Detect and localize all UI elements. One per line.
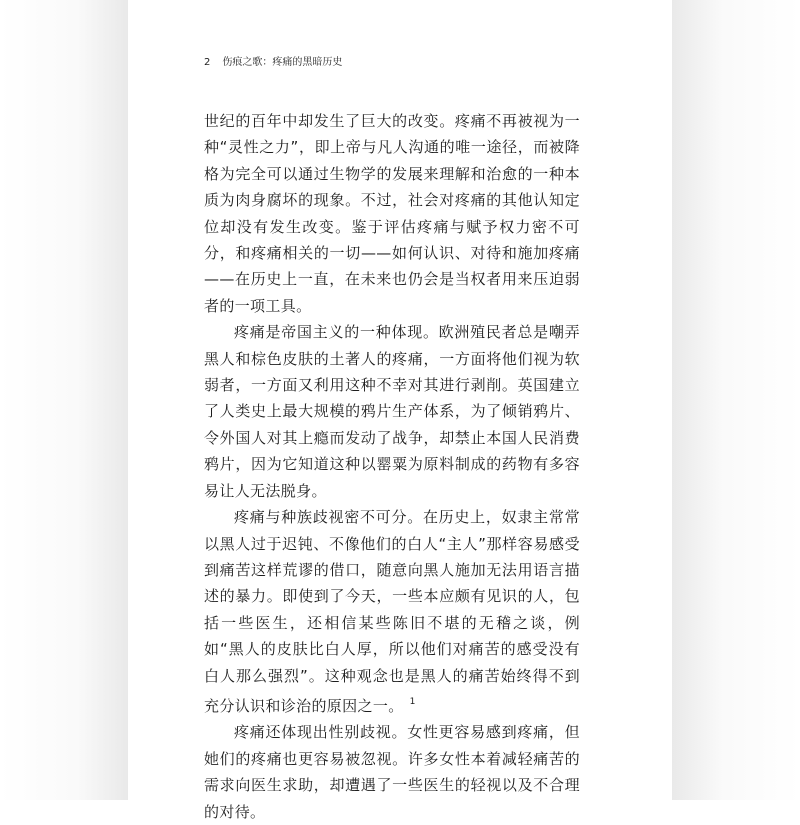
running-head: [204, 53, 342, 68]
paragraph-2: 疼痛是帝国主义的一种体现。欧洲殖民者总是嘲弄黑人和棕色皮肤的土著人的疼痛，一方面将他们视为软弱者，一方面又利用这种不幸对其进行剥削。英国建立了人类史上最大规模的鸦片生产体系，为了倾销鸦片、令外国人对其上瘾而发动了战争，却禁止本国人民消费鸦片，因为它知道这种以罂粟为原料制成的药物有多容易让人无法脱身。: [204, 323, 580, 500]
page-gutter-right: [672, 0, 800, 800]
page-gutter-left: [0, 0, 128, 800]
paragraph-3-text: 疼痛与种族歧视密不可分。在历史上，奴隶主常常以黑人过于迟钝、不像他们的白人“主人”那样容易感受到痛苦这样荒谬的借口，随意向黑人施加无法用语言描述的暴力。即使到了今天，一些本应颇有见识的人，包括一些医生，还相信某些陈旧不堪的无稽之谈，例如“黑人的皮肤比白人厚，所以他们对痛苦的感受没有白人那么强烈”。这种观念也是黑人的痛苦始终得不到充分认识和诊治的原因之一。: [204, 508, 580, 715]
body-text: [204, 108, 580, 825]
book-page: [128, 0, 672, 821]
paragraph-3: [204, 504, 580, 719]
page-number: 2: [204, 57, 211, 68]
paragraph-1: 世纪的百年中却发生了巨大的改变。疼痛不再被视为一种“灵性之力”，即上帝与凡人沟通的唯一途径，而被降格为完全可以通过生物学的发展来理解和治愈的一种本质为肉身腐坏的现象。不过，社会对疼痛的其他认知定位却没有发生改变。鉴于评估疼痛与赋予权力密不可分，和疼痛相关的一切——如何认识、对待和施加疼痛——在历史上一直，在未来也仍会是当权者用来压迫弱者的一项工具。: [204, 112, 580, 315]
footnote-marker: 1: [409, 696, 416, 707]
running-head-title: 伤痕之歌：疼痛的黑暗历史: [222, 57, 343, 68]
paragraph-4: 疼痛还体现出性别歧视。女性更容易感到疼痛，但她们的疼痛也更容易被忽视。许多女性本着减轻痛苦的需求向医生求助，却遭遇了一些医生的轻视以及不合理的对待。: [204, 723, 580, 821]
